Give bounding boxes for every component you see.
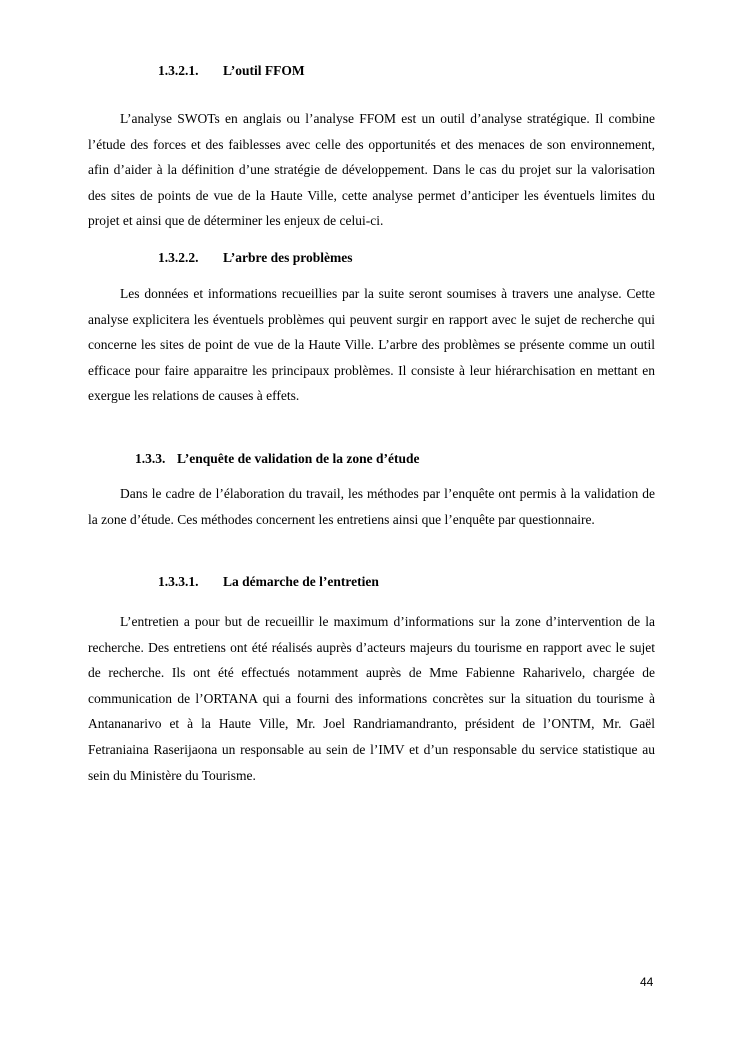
section-title: L’enquête de validation de la zone d’étude bbox=[177, 451, 420, 466]
paragraph-arbre-problemes: Les données et informations recueillies par la suite seront soumises à travers une analyse. Cette analyse explicitera les éventuels problèmes qui peuvent surgir en rapport avec le sujet de recherche qui concerne les sites de point de vue de la Haute Ville. L’arbre des problèmes se présente comme un outil efficace pour faire apparaitre les principaux problèmes. Il consiste à leur hiérarchisation en mettant en exergue les relations de causes à effets. bbox=[88, 286, 655, 404]
section-title: La démarche de l’entretien bbox=[223, 574, 379, 589]
section-number: 1.3.3. bbox=[135, 451, 166, 466]
section-title: L’arbre des problèmes bbox=[223, 250, 353, 265]
paragraph-enquete-validation: Dans le cadre de l’élaboration du travail, les méthodes par l’enquête ont permis à la validation de la zone d’étude. Ces méthodes concernent les entretiens ainsi que l’enquête par questionnaire. bbox=[88, 486, 655, 527]
section-heading-1-3-2-1 bbox=[158, 63, 305, 79]
section-heading-1-3-2-2 bbox=[158, 250, 353, 266]
section-heading-1-3-3-1 bbox=[158, 574, 379, 590]
section-number: 1.3.2.1. bbox=[158, 63, 199, 78]
section-title: L’outil FFOM bbox=[223, 63, 305, 78]
paragraph-outil-ffom: L’analyse SWOTs en anglais ou l’analyse FFOM est un outil d’analyse stratégique. Il combine l’étude des forces et des faiblesses avec celle des opportunités et des menaces de son environnement, afin d’aider à la définition d’une stratégie de développement. Dans le cas du projet sur la valorisation des sites de points de vue de la Haute Ville, cette analyse permet d’anticiper les éventuels limites du projet et ainsi que de déterminer les enjeux de celui-ci. bbox=[88, 111, 655, 229]
section-heading-1-3-3 bbox=[135, 451, 420, 467]
page-number: 44 bbox=[640, 975, 654, 989]
section-number: 1.3.2.2. bbox=[158, 250, 199, 265]
section-number: 1.3.3.1. bbox=[158, 574, 199, 589]
paragraph-demarche-entretien: L’entretien a pour but de recueillir le maximum d’informations sur la zone d’intervention de la recherche. Des entretiens ont été réalisés auprès d’acteurs majeurs du tourisme en rapport avec le sujet de recherche. Ils ont été effectués notamment auprès de Mme Fabienne Raharivelo, chargée de communication de l’ORTANA qui a fourni des informations concrètes sur la situation du tourisme à Antananarivo et à la Haute Ville, Mr. Joel Randriamandranto, président de l’ONTM, Mr. Gaël Fetraniaina Raserijaona un responsable au sein de l’IMV et d’un responsable du service statistique au sein du Ministère du Tourisme. bbox=[88, 614, 655, 783]
